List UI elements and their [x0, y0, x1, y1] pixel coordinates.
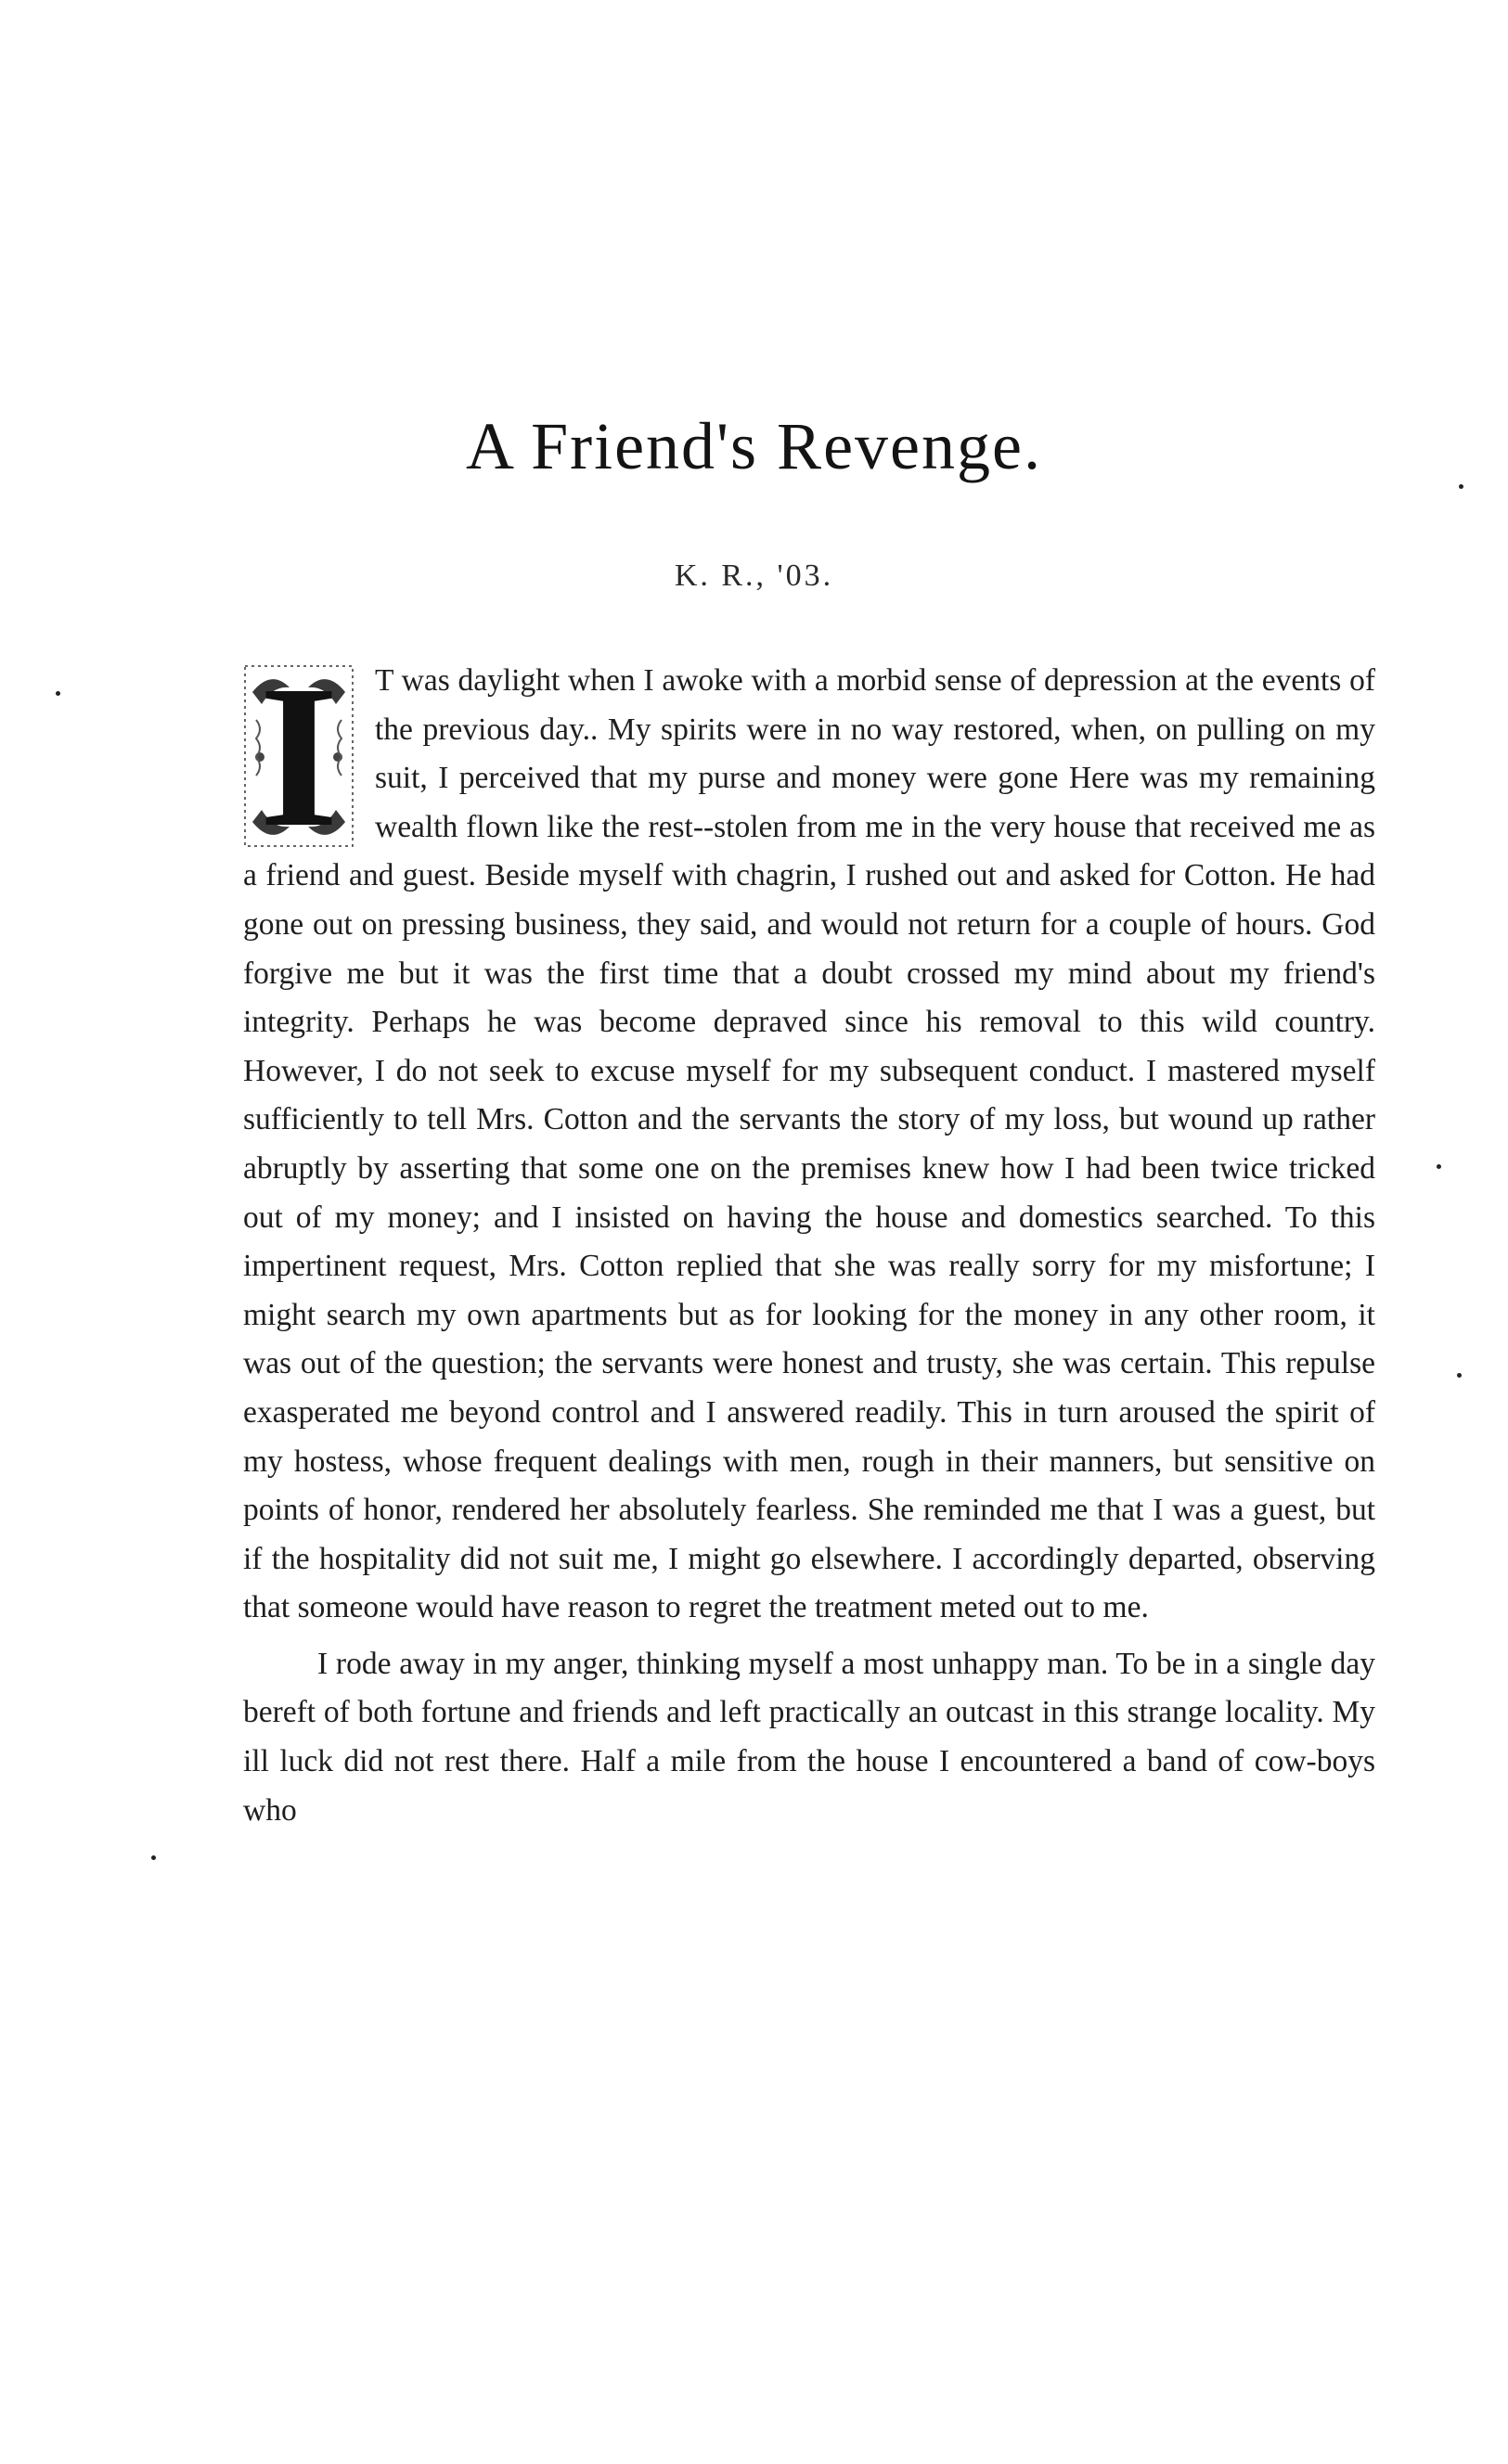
ornamental-dropcap [243, 643, 354, 869]
speck-mark [56, 691, 60, 696]
speck-mark [1457, 1373, 1462, 1378]
paragraph-1 [243, 643, 1375, 1633]
author-byline: K. R., '03. [674, 558, 834, 593]
dropcap-letter: I [259, 643, 339, 869]
article-title: A Friend's Revenge. [466, 409, 1042, 483]
speck-mark [151, 1855, 156, 1860]
speck-mark [1459, 484, 1463, 489]
paragraph-2: I rode away in my anger, thinking myself a most unhappy man. To be in a single day bereft of both fortune and friends and left practically an outcast in this strange locality. My ill luck did not rest there. Half a mile from the house I encountered a band of cow-boys who [243, 1646, 1375, 1828]
speck-mark [1437, 1164, 1441, 1169]
article-body [243, 643, 1375, 1835]
paragraph-1-text: T was daylight when I awoke with a morbid sense of depression at the events of the previous day.. My spirits were in no way restored, when, on pulling on my suit, I perceived that my purse and money were gone Here was my remaining wealth flown like the rest--stolen from me in the very house that received me as a friend and guest. Beside myself with chagrin, I rushed out and asked for Cotton. He had gone out on pressing business, they said, and would not return for a couple of hours. God forgive me but it was the first time that a doubt crossed my mind about my friend's integrity. Perhaps he was become depraved since his removal to this wild country. However, I do not seek to excuse myself for my subsequent conduct. I mastered myself sufficiently to tell Mrs. Cotton and the servants the story of my loss, but wound up rather abruptly by asserting that some one on the premises knew how I had been twice tricked out of my money; and I insisted on having the house and domestics searched. To this impertinent request, Mrs. Cotton replied that she was really sorry for my misfortune; I might search my own apartments but as for looking for the money in any other room, it was out of the question; the servants were honest and trusty, she was certain. This repulse exasperated me beyond control and I answered readily. This in turn aroused the spirit of my hostess, whose frequent dealings with men, rough in their manners, but sensitive on points of honor, rendered her absolutely fearless. She reminded me that I was a guest, but if the hospitality did not suit me, I might go elsewhere. I accordingly departed, observing that someone would have reason to regret the treatment meted out to me. [243, 663, 1375, 1625]
